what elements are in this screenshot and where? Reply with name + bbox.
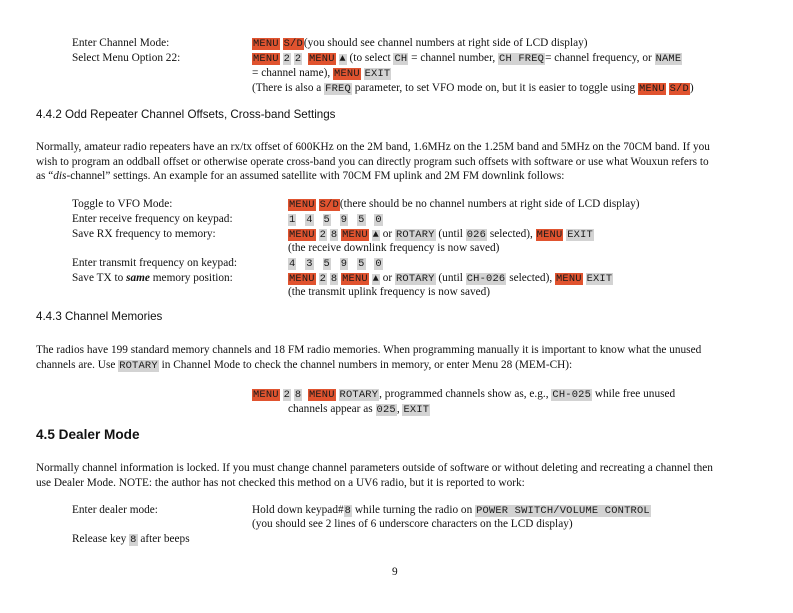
key-menu: MENU: [289, 199, 315, 211]
key-sd: S/D: [283, 38, 303, 50]
key-menu: MENU: [342, 273, 368, 285]
key-digit: 5: [358, 258, 365, 270]
text: (until: [438, 272, 463, 284]
text: memory position:: [152, 272, 233, 284]
key-025: 025: [376, 404, 396, 416]
key-exit: EXIT: [586, 273, 613, 285]
text: or: [382, 228, 393, 240]
text: = channel number,: [411, 52, 496, 64]
text: (There is also a: [252, 82, 322, 94]
paragraph-4-5: [36, 461, 760, 490]
text: , programmed channels show as, e.g.,: [379, 388, 549, 400]
text: selected),: [489, 228, 533, 240]
label-enter-channel-mode: Enter Channel Mode:: [72, 37, 170, 49]
key-ch-freq: CH FREQ: [499, 53, 545, 65]
text: ): [689, 82, 694, 94]
key-digit: 2: [319, 229, 327, 241]
key-digit: 8: [344, 505, 352, 517]
key-digit: 9: [340, 214, 348, 226]
key-digit: 2: [294, 53, 302, 65]
key-rotary: ROTARY: [395, 229, 435, 241]
text: -channel” settings. An example for an assumed satellite with 70CM FM uplink and 2M FM downlink follows:: [66, 170, 565, 182]
label-enter-rx: Enter receive frequency on keypad:: [72, 213, 233, 225]
section-heading-4-4-3: 4.4.3 Channel Memories: [36, 310, 163, 323]
key-exit: EXIT: [364, 68, 391, 80]
key-menu: MENU: [253, 389, 279, 401]
text: ,: [396, 403, 400, 415]
key-digit: 0: [375, 214, 382, 226]
up-arrow-icon: ▲: [372, 230, 379, 241]
text: parameter, to set VFO mode on, but it is easier to toggle using: [354, 82, 636, 94]
key-name: NAME: [655, 53, 682, 65]
text: = channel name),: [252, 67, 331, 79]
text: as “: [36, 170, 54, 182]
key-exit: EXIT: [403, 404, 430, 416]
text: while free unused: [594, 388, 676, 400]
text: (you should see channel numbers at right side of LCD display): [303, 37, 588, 49]
note-rx-saved: (the receive downlink frequency is now saved): [288, 242, 500, 254]
up-arrow-icon: ▲: [372, 274, 379, 285]
key-power-switch: POWER SWITCH/VOLUME CONTROL: [476, 505, 650, 517]
key-digit: 8: [294, 389, 302, 401]
key-digit: 2: [283, 389, 291, 401]
paragraph-line: Normally, amateur radio repeaters have an rx/tx offset of 600KHz on the 2M band, 1.6MHz on the 1.25M band and 5MHz on the 70CM band. If you: [36, 141, 710, 153]
section-heading-4-5: 4.5 Dealer Mode: [36, 427, 140, 442]
text: (to select: [349, 52, 391, 64]
up-arrow-icon: ▲: [339, 54, 346, 65]
step-enter-rx: [288, 212, 383, 227]
text: Release key: [72, 533, 127, 545]
key-menu: MENU: [253, 53, 279, 65]
key-menu: MENU: [536, 229, 563, 241]
paragraph-line: The radios have 199 standard memory channels and 18 FM radio memories. When programming manually it is important to know what the unused: [36, 344, 702, 356]
key-exit: EXIT: [567, 229, 593, 241]
key-digit: 1: [289, 214, 296, 226]
key-digit: 8: [130, 534, 137, 546]
label-toggle-vfo: Toggle to VFO Mode:: [72, 198, 173, 210]
key-sd: S/D: [669, 83, 689, 95]
key-menu: MENU: [334, 68, 360, 80]
key-menu: MENU: [308, 389, 335, 401]
page-number: 9: [392, 566, 398, 578]
text: (until: [438, 228, 463, 240]
section-heading-4-4-2: 4.4.2 Odd Repeater Channel Offsets, Cross-band Settings: [36, 108, 336, 121]
text-emphasis: dis: [53, 170, 67, 182]
paragraph-4-4-2: [36, 140, 760, 184]
key-rotary: ROTARY: [339, 389, 379, 401]
key-freq: FREQ: [325, 83, 351, 95]
text: in Channel Mode to check the channel numbers in memory, or enter Menu 28 (MEM-CH):: [161, 358, 573, 371]
instruction-line-2: [252, 51, 682, 67]
key-digit: 4: [289, 258, 296, 270]
step-mem-ch: [252, 387, 675, 402]
key-menu: MENU: [289, 229, 315, 241]
key-sd: S/D: [319, 199, 339, 211]
text: Save TX to: [72, 272, 124, 284]
step-toggle-vfo: [288, 197, 640, 212]
instruction-line-3: [252, 66, 391, 81]
text: (there should be no channel numbers at right side of LCD display): [339, 198, 640, 210]
text-emphasis: same: [126, 272, 150, 284]
text: channels are. Use: [36, 358, 116, 371]
paragraph-line: wish to program an oddball offset or otherwise operate cross-band you can directly program such offsets with software or use what Wouxun refers to: [36, 155, 709, 168]
key-ch026: CH-026: [466, 273, 506, 285]
key-menu: MENU: [639, 83, 665, 95]
note-tx-saved: (the transmit uplink frequency is now saved): [288, 286, 491, 298]
text: or: [382, 272, 393, 284]
text: channels appear as: [288, 403, 373, 415]
key-ch: CH: [394, 53, 408, 65]
text: after beeps: [140, 533, 190, 545]
key-menu: MENU: [289, 273, 315, 285]
text: while turning the radio on: [354, 504, 473, 516]
label-save-tx: [72, 271, 233, 285]
paragraph-line: Normally channel information is locked. If you must change channel parameters outside of software or without deleting and recreating a channel then: [36, 462, 713, 474]
label-enter-dealer: Enter dealer mode:: [72, 504, 158, 516]
key-digit: 8: [330, 229, 338, 241]
key-digit: 5: [323, 258, 330, 270]
key-digit: 8: [330, 273, 338, 285]
key-digit: 5: [358, 214, 365, 226]
key-menu: MENU: [253, 38, 279, 50]
key-rotary: ROTARY: [395, 273, 435, 285]
key-digit: 2: [283, 53, 291, 65]
key-rotary: ROTARY: [119, 359, 158, 372]
key-digit: 2: [319, 273, 327, 285]
instruction-line-1: [252, 36, 588, 51]
text: Hold down keypad#: [252, 504, 344, 516]
key-ch025: CH-025: [552, 389, 592, 401]
step-dealer: [252, 503, 651, 518]
label-save-rx: Save RX frequency to memory:: [72, 228, 216, 240]
key-menu: MENU: [342, 229, 368, 241]
paragraph-line: [36, 169, 760, 184]
label-release-key: [72, 532, 190, 547]
paragraph-line: use Dealer Mode. NOTE: the author has not checked this method on a UV6 radio, but it is reported to work:: [36, 476, 525, 489]
instruction-line-4: [252, 81, 694, 96]
text: selected),: [509, 272, 553, 284]
step-mem-ch-cont: [288, 402, 430, 417]
paragraph-4-4-3: [36, 343, 760, 373]
text: = channel frequency, or: [545, 52, 652, 64]
key-digit: 4: [306, 214, 313, 226]
key-menu: MENU: [555, 273, 582, 285]
note-underscores: (you should see 2 lines of 6 underscore characters on the LCD display): [252, 518, 573, 530]
key-digit: 9: [340, 258, 348, 270]
key-digit: 0: [375, 258, 382, 270]
paragraph-line: [36, 358, 760, 374]
key-digit: 5: [323, 214, 330, 226]
step-enter-tx: [288, 256, 383, 271]
label-select-menu-option: Select Menu Option 22:: [72, 52, 181, 64]
key-digit: 3: [306, 258, 313, 270]
key-026: 026: [466, 229, 487, 241]
label-enter-tx: Enter transmit frequency on keypad:: [72, 257, 238, 269]
key-menu: MENU: [308, 53, 335, 65]
